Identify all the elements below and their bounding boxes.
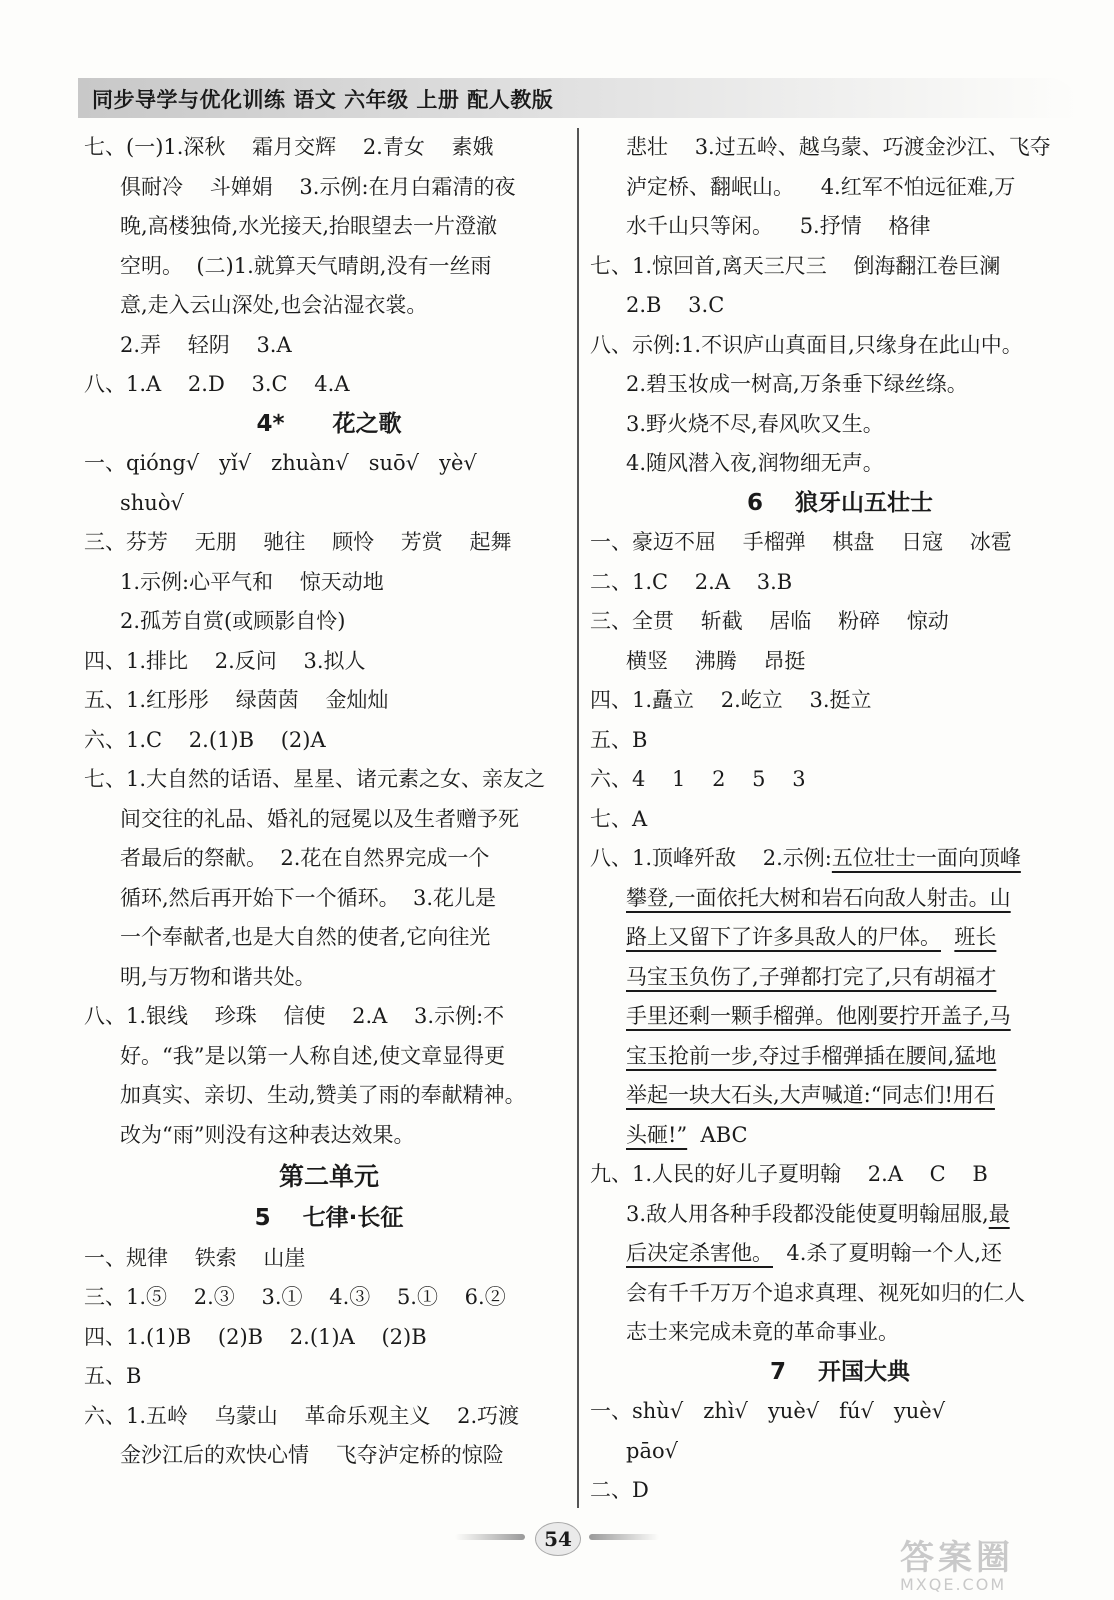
line-text: 六、1.C 2.(1)B (2)A bbox=[84, 727, 326, 752]
line-text: 会有千千万万个追求真理、视死如归的仁人 bbox=[626, 1280, 1025, 1305]
header-title: 同步导学与优化训练 语文 六年级 上册 配人教版 bbox=[92, 87, 554, 112]
line-text: 一、shù√ zhì√ yuè√ fú√ yuè√ bbox=[590, 1399, 946, 1423]
answer-line bbox=[590, 405, 1090, 445]
answer-line bbox=[84, 681, 574, 721]
line-text: 二、D bbox=[590, 1478, 649, 1502]
answer-line bbox=[84, 879, 574, 919]
answer-line bbox=[84, 1357, 574, 1397]
right-column bbox=[590, 128, 1090, 1511]
answer-line bbox=[84, 800, 574, 840]
answer-line bbox=[590, 1195, 1090, 1235]
answer-line bbox=[590, 918, 1090, 958]
answer-line bbox=[590, 1037, 1090, 1077]
line-text: 泸定桥、翻岷山。 4.红军不怕远征难,万 bbox=[626, 174, 1016, 199]
line-text: 2.弄 轻阴 3.A bbox=[120, 332, 292, 357]
answer-line bbox=[84, 918, 574, 958]
line-text: 三、芬芳 无朋 驰往 顾怜 芳赏 起舞 bbox=[84, 530, 512, 554]
line-text: 一、豪迈不屈 手榴弹 棋盘 日寇 冰雹 bbox=[590, 530, 1012, 554]
answer-line bbox=[590, 286, 1090, 326]
answer-line bbox=[84, 1397, 574, 1437]
line-text: 水千山只等闲。 5.抒情 格律 bbox=[626, 214, 931, 238]
line-text: 3.野火烧不尽,春风吹又生。 bbox=[626, 411, 884, 436]
line-text: 加真实、亲切、生动,赞美了雨的奉献精神。 bbox=[120, 1083, 526, 1107]
answer-line bbox=[590, 365, 1090, 405]
answer-line bbox=[590, 1432, 1090, 1472]
underlined-text: 后决定杀害他。 bbox=[626, 1241, 773, 1265]
watermark-url: MXQE.COM bbox=[900, 1575, 1007, 1594]
line-text: 一个奉献者,也是大自然的使者,它向往光 bbox=[120, 925, 491, 949]
footer-ornament-right bbox=[589, 1534, 659, 1540]
line-text: shuò√ bbox=[120, 490, 184, 515]
line-text: 7 开国大典 bbox=[769, 1358, 911, 1385]
underlined-text: 马宝玉负伤了,子弹都打完了,只有胡福才 bbox=[626, 964, 997, 989]
answer-line bbox=[84, 484, 574, 524]
line-text: 三、1.⑤ 2.③ 3.① 4.③ 5.① 6.② bbox=[84, 1285, 506, 1309]
answer-line bbox=[84, 168, 574, 208]
answer-line bbox=[590, 1274, 1090, 1314]
answer-line bbox=[84, 128, 574, 168]
underlined-text: 举起一块大石头,大声喊道:“同志们!用石 bbox=[626, 1083, 995, 1107]
line-text bbox=[941, 925, 954, 949]
line-text: 俱耐冷 斗婵娟 3.示例:在月白霜清的夜 bbox=[120, 174, 516, 199]
answer-line bbox=[84, 721, 574, 761]
line-text: 6 狼牙山五壮士 bbox=[746, 489, 934, 516]
answer-line bbox=[590, 760, 1090, 800]
line-text: 第二单元 bbox=[278, 1162, 379, 1191]
answer-line bbox=[84, 602, 574, 642]
underlined-text: 路上又留下了许多具敌人的尸体。 bbox=[626, 925, 941, 949]
line-text: 四、1.矗立 2.屹立 3.挺立 bbox=[590, 688, 872, 712]
page-footer bbox=[455, 1520, 655, 1560]
answer-line bbox=[590, 958, 1090, 998]
answer-line bbox=[84, 365, 574, 405]
answer-line bbox=[590, 1471, 1090, 1511]
lesson-title bbox=[84, 405, 574, 445]
underlined-text: 宝玉抢前一步,夺过手榴弹插在腰间,猛地 bbox=[626, 1043, 997, 1068]
answer-line bbox=[84, 1037, 574, 1077]
answer-line bbox=[590, 247, 1090, 287]
line-text: 明,与万物和谐共处。 bbox=[120, 964, 316, 989]
line-text: pāo√ bbox=[626, 1438, 678, 1463]
answer-line bbox=[84, 523, 574, 563]
line-text: 5 七律·长征 bbox=[254, 1205, 404, 1231]
answer-line bbox=[590, 326, 1090, 366]
answer-line bbox=[84, 1076, 574, 1116]
answer-line bbox=[84, 326, 574, 366]
answer-line bbox=[84, 997, 574, 1037]
line-text: 4.随风潜入夜,润物细无声。 bbox=[626, 451, 884, 475]
lesson-title bbox=[84, 1199, 574, 1239]
line-text: 四、1.(1)B (2)B 2.(1)A (2)B bbox=[84, 1324, 427, 1349]
answer-line bbox=[590, 721, 1090, 761]
answer-line bbox=[590, 1155, 1090, 1195]
line-text: 2.孤芳自赏(或顾影自怜) bbox=[120, 609, 346, 633]
underlined-text: 攀登,一面依托大树和岩石向敌人射击。山 bbox=[626, 885, 1011, 910]
line-text: 八、示例:1.不识庐山真面目,只缘身在此山中。 bbox=[590, 332, 1023, 357]
lesson-title bbox=[590, 1353, 1090, 1393]
line-text: 八、1.银线 珍珠 信使 2.A 3.示例:不 bbox=[84, 1004, 505, 1028]
answer-line bbox=[590, 1234, 1090, 1274]
answer-line bbox=[84, 563, 574, 603]
answer-line bbox=[590, 207, 1090, 247]
unit-heading bbox=[84, 1155, 574, 1199]
line-text: 意,走入云山深处,也会沾湿衣裳。 bbox=[120, 293, 428, 317]
line-text: 七、1.惊回首,离天三尺三 倒海翻江卷巨澜 bbox=[590, 253, 1001, 278]
answer-line bbox=[84, 207, 574, 247]
line-text: 4* 花之歌 bbox=[256, 410, 402, 437]
left-column bbox=[84, 128, 574, 1476]
answer-line bbox=[84, 642, 574, 682]
answer-line bbox=[590, 602, 1090, 642]
underlined-text: 班长 bbox=[954, 925, 997, 949]
line-text: 间交往的礼品、婚礼的冠冕以及生者赠予死 bbox=[120, 806, 519, 831]
line-text: 1.示例:心平气和 惊天动地 bbox=[120, 569, 384, 594]
answer-line bbox=[590, 128, 1090, 168]
lesson-title bbox=[590, 484, 1090, 524]
footer-ornament-left bbox=[455, 1534, 525, 1540]
answer-line bbox=[590, 1116, 1090, 1156]
page-number: 54 bbox=[535, 1522, 581, 1556]
answer-line bbox=[84, 286, 574, 326]
line-text: 二、1.C 2.A 3.B bbox=[590, 569, 793, 594]
line-text: 者最后的祭献。 2.花在自然界完成一个 bbox=[120, 846, 490, 870]
answer-line bbox=[590, 839, 1090, 879]
answer-line bbox=[84, 444, 574, 484]
answer-line bbox=[590, 444, 1090, 484]
line-text: 五、B bbox=[590, 727, 648, 752]
line-text: 八、1.A 2.D 3.C 4.A bbox=[84, 372, 350, 396]
underlined-text: 最 bbox=[988, 1201, 1010, 1226]
line-text: 三、全贯 斩截 居临 粉碎 惊动 bbox=[590, 609, 949, 633]
line-text: 五、1.红彤彤 绿茵茵 金灿灿 bbox=[84, 688, 389, 712]
answer-line bbox=[84, 1436, 574, 1476]
answer-line bbox=[84, 958, 574, 998]
answer-line bbox=[84, 1116, 574, 1156]
line-text: 九、1.人民的好儿子夏明翰 2.A C B bbox=[590, 1162, 988, 1186]
line-text: 4.杀了夏明翰一个人,还 bbox=[773, 1241, 1003, 1265]
answer-line bbox=[590, 681, 1090, 721]
answer-line bbox=[84, 1239, 574, 1279]
answer-line bbox=[590, 1392, 1090, 1432]
line-text: 七、A bbox=[590, 806, 648, 831]
line-text: 一、规律 铁索 山崖 bbox=[84, 1245, 306, 1270]
answer-line bbox=[84, 760, 574, 800]
answer-line bbox=[590, 642, 1090, 682]
answer-line bbox=[84, 1278, 574, 1318]
line-text: 改为“雨”则没有这种表达效果。 bbox=[120, 1122, 415, 1147]
line-text: 六、1.五岭 乌蒙山 革命乐观主义 2.巧渡 bbox=[84, 1403, 520, 1428]
watermark-logo-text: 答案圈 bbox=[900, 1538, 1014, 1578]
underlined-text: 手里还剩一颗手榴弹。他刚要拧开盖子,马 bbox=[626, 1004, 1011, 1028]
answer-line bbox=[590, 563, 1090, 603]
line-text: 七、1.大自然的话语、星星、诸元素之女、亲友之 bbox=[84, 767, 546, 791]
answer-line bbox=[590, 523, 1090, 563]
answer-line bbox=[590, 1313, 1090, 1353]
line-text: 一、qióng√ yǐ√ zhuàn√ suō√ yè√ bbox=[84, 451, 477, 475]
column-divider bbox=[577, 128, 579, 1508]
line-text: 横竖 沸腾 昂挺 bbox=[626, 648, 806, 673]
line-text: 好。“我”是以第一人称自述,使文章显得更 bbox=[120, 1043, 506, 1068]
line-text: 四、1.排比 2.反问 3.拟人 bbox=[84, 648, 366, 673]
page-header bbox=[78, 78, 1078, 118]
answer-line bbox=[590, 997, 1090, 1037]
line-text: 2.B 3.C bbox=[626, 293, 725, 317]
line-text: 金沙江后的欢快心情 飞夺泸定桥的惊险 bbox=[120, 1443, 504, 1467]
underlined-text: 五位壮士一面向顶峰 bbox=[831, 846, 1021, 870]
answer-line bbox=[84, 1318, 574, 1358]
line-text: 悲壮 3.过五岭、越乌蒙、巧渡金沙江、飞夺 bbox=[626, 135, 1051, 159]
line-text: 晚,高楼独倚,水光接天,抬眼望去一片澄澈 bbox=[120, 214, 498, 238]
line-text: 志士来完成未竟的革命事业。 bbox=[626, 1320, 899, 1344]
answer-line bbox=[590, 879, 1090, 919]
watermark bbox=[900, 1530, 1100, 1600]
line-text: ABC bbox=[687, 1122, 748, 1147]
line-text: 循环,然后再开始下一个循环。 3.花儿是 bbox=[120, 885, 497, 910]
line-text: 六、4 1 2 5 3 bbox=[590, 767, 806, 791]
line-text: 3.敌人用各种手段都没能使夏明翰屈服, bbox=[626, 1201, 989, 1226]
answer-line bbox=[590, 800, 1090, 840]
answer-line bbox=[84, 839, 574, 879]
answer-line bbox=[590, 168, 1090, 208]
line-text: 2.碧玉妆成一树高,万条垂下绿丝绦。 bbox=[626, 372, 968, 396]
line-text: 七、(一)1.深秋 霜月交辉 2.青女 素娥 bbox=[84, 135, 494, 159]
line-text: 空明。 (二)1.就算天气晴朗,没有一丝雨 bbox=[120, 253, 492, 278]
answer-line bbox=[590, 1076, 1090, 1116]
answer-line bbox=[84, 247, 574, 287]
line-text: 八、1.顶峰歼敌 2.示例: bbox=[590, 846, 832, 870]
underlined-text: 头砸!” bbox=[626, 1122, 688, 1147]
line-text: 五、B bbox=[84, 1364, 142, 1388]
